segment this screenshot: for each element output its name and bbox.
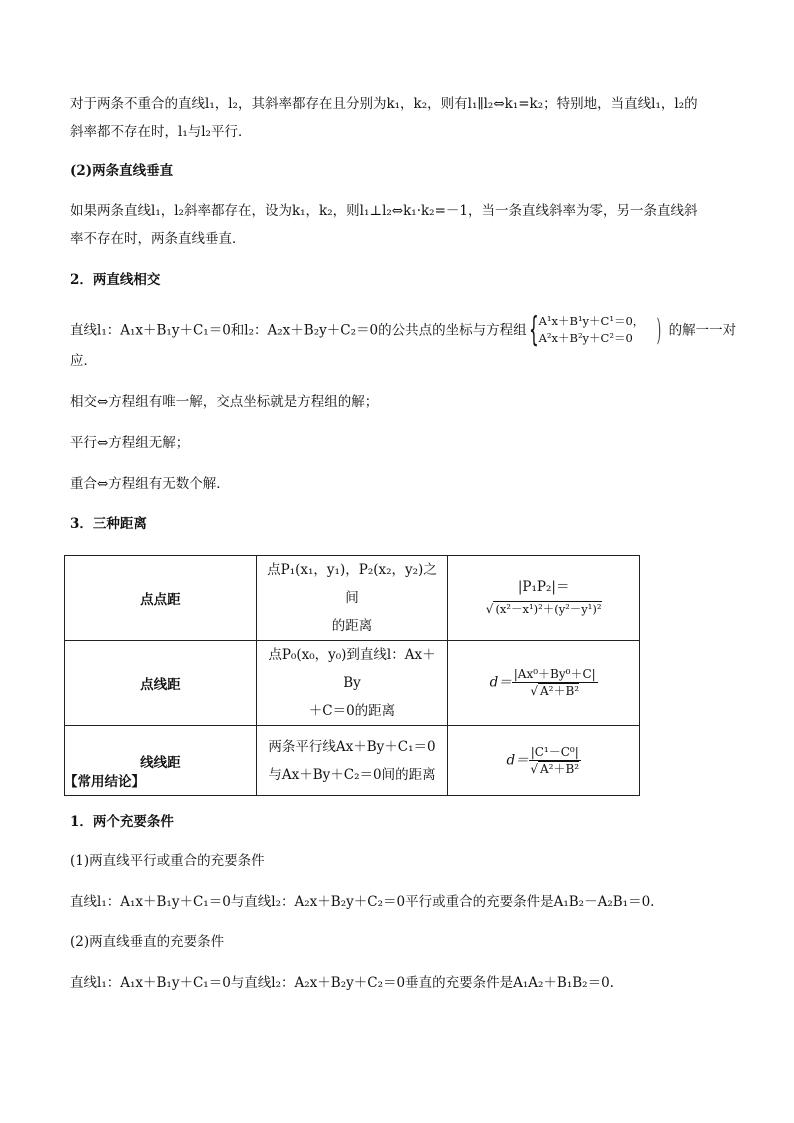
intersect-paragraph-line-1 <box>70 310 737 350</box>
heading-two-conditions: 1．两个充要条件 <box>70 814 174 830</box>
formula-denominator: √ A²＋B² <box>530 684 580 698</box>
formula-fraction <box>512 667 598 699</box>
row-name: 点线距 <box>65 641 257 726</box>
parallel-paragraph-line-1: 对于两条不重合的直线l₁，l₂，其斜率都存在且分别为k₁，k₂，则有l₁∥l₂⇔k₁=k₂；特别地，当直线l₁，l₂的 <box>70 96 698 112</box>
row-name: 点点距 <box>65 556 257 641</box>
row-formula <box>448 556 640 641</box>
row-description-line-2: ＋C＝0的距离 <box>308 703 396 719</box>
right-paren-icon: ) <box>656 313 662 348</box>
table-row <box>65 556 640 641</box>
formula-numerator: |C¹－C⁰| <box>530 744 579 759</box>
formula-lhs: d＝ <box>489 674 512 691</box>
row-description-line-1: 两条平行线Ax＋By＋C₁＝0 <box>268 738 436 755</box>
sqrt-icon: √ <box>530 761 538 776</box>
formula-top: |P₁P₂|＝ <box>517 579 570 595</box>
formula-lhs: d＝ <box>506 752 529 768</box>
sqrt-icon: √ <box>485 602 494 616</box>
table-row <box>65 641 640 726</box>
formula-fraction <box>529 745 581 777</box>
formula-denominator: √ A²＋B² <box>530 761 580 776</box>
row-description <box>256 556 448 641</box>
sqrt-icon: √ <box>530 684 538 698</box>
heading-conclusions: 【常用结论】 <box>64 774 145 790</box>
perpendicular-paragraph-line-1: 如果两条直线l₁，l₂斜率都存在，设为k₁，k₂，则l₁⊥l₂⇔k₁·k₂=－1，当一条直线斜率为零，另一条直线斜 <box>70 203 698 219</box>
heading-intersect: 2．两直线相交 <box>70 272 161 288</box>
formula-numerator: |Ax⁰＋By⁰＋C| <box>513 667 596 681</box>
intersect-suffix: 的解一一对 <box>668 322 737 339</box>
distance-table <box>64 555 640 796</box>
row-formula <box>448 726 640 796</box>
row-description-line-2: 与Ax＋By＋C₂＝0间的距离 <box>268 766 436 783</box>
case-parallel: 平行⇔方程组无解； <box>70 435 190 451</box>
left-brace-icon: { <box>528 310 539 350</box>
formula-sqrt <box>454 598 633 620</box>
case-coincide: 重合⇔方程组有无数个解． <box>70 476 230 492</box>
heading-perpendicular: (2)两条直线垂直 <box>70 163 174 179</box>
parallel-paragraph-line-2: 斜率都不存在时，l₁与l₂平行． <box>70 124 252 140</box>
equation-1: A¹x＋B¹y＋C¹＝0， <box>538 314 645 328</box>
subheading-perpendicular-condition: (2)两直线垂直的充要条件 <box>70 934 225 950</box>
equation-2: A²x＋B²y＋C²＝0 <box>538 331 633 345</box>
heading-distance: 3．三种距离 <box>70 516 147 532</box>
row-description-line-1: 点P₁(x₁，y₁)，P₂(x₂，y₂)之间 <box>267 562 437 606</box>
perpendicular-condition-text: 直线l₁：A₁x＋B₁y＋C₁＝0与直线l₂：A₂x＋B₂y＋C₂＝0垂直的充要条件是A₁A₂＋B₁B₂＝0. <box>70 975 614 991</box>
row-description-line-1: 点P₀(x₀，y₀)到直线l：Ax＋By <box>268 647 436 691</box>
intersect-prefix: 直线l₁：A₁x＋B₁y＋C₁＝0和l₂：A₂x＋B₂y＋C₂＝0的公共点的坐标与方程组 <box>70 322 527 339</box>
row-description <box>256 726 448 796</box>
equation-system <box>528 310 669 350</box>
case-intersect: 相交⇔方程组有唯一解，交点坐标就是方程组的解； <box>70 394 379 410</box>
subheading-parallel-condition: (1)两直线平行或重合的充要条件 <box>70 853 265 869</box>
row-name: 线线距 <box>65 726 257 796</box>
intersect-paragraph-line-2: 应． <box>70 353 97 369</box>
formula-radicand: (x²－x¹)²＋(y²－y¹)² <box>495 602 602 616</box>
parallel-condition-text: 直线l₁：A₁x＋B₁y＋C₁＝0与直线l₂：A₂x＋B₂y＋C₂＝0平行或重合的充要条件是A₁B₂－A₂B₁＝0. <box>70 894 655 910</box>
perpendicular-paragraph-line-2: 率不存在时，两条直线垂直． <box>70 231 246 247</box>
row-description-line-2: 的距离 <box>331 618 373 634</box>
row-description <box>256 641 448 726</box>
row-formula <box>448 641 640 726</box>
table-row <box>65 726 640 796</box>
